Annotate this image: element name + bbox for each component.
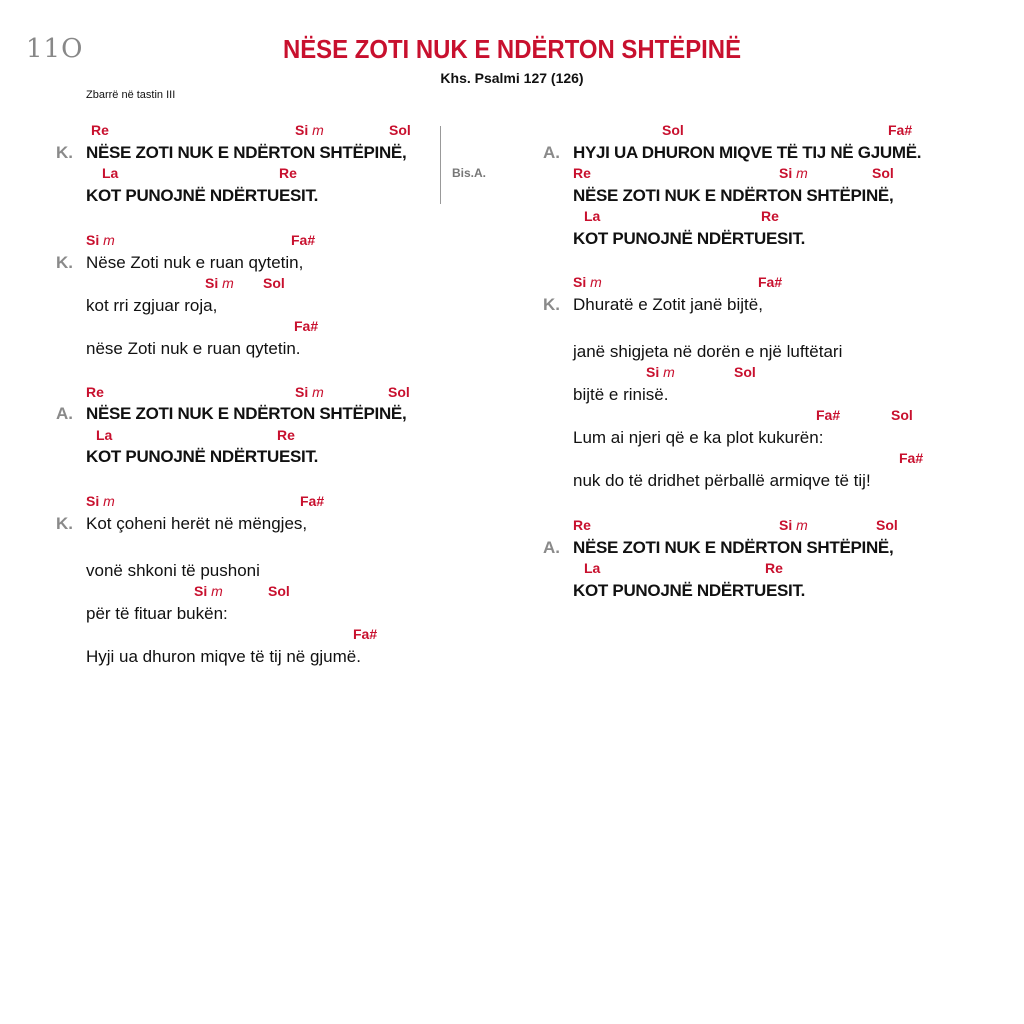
chord: Sol	[268, 583, 290, 599]
section-marker: K.	[56, 514, 73, 533]
chord: Si m	[194, 583, 223, 599]
chord: Re	[573, 517, 591, 533]
bis-label: Bis.A.	[452, 166, 487, 180]
lyric-line: NËSE ZOTI NUK E NDËRTON SHTËPINË,	[573, 538, 894, 557]
chord: La	[584, 560, 601, 576]
chord: Si m	[779, 165, 808, 181]
lyric-line: vonë shkoni të pushoni	[86, 561, 260, 580]
chord: Sol	[388, 384, 410, 400]
chord: Fa#	[816, 407, 841, 423]
chord: Sol	[389, 122, 411, 138]
chord: La	[102, 165, 119, 181]
lyric-line: KOT PUNOJNË NDËRTUESIT.	[86, 186, 319, 205]
chord: Si m	[646, 364, 675, 380]
lyric-line: HYJI UA DHURON MIQVE TË TIJ NË GJUMË.	[573, 143, 922, 162]
lyric-line: nëse Zoti nuk e ruan qytetin.	[86, 339, 301, 358]
chord: Re	[91, 122, 109, 138]
section-marker: K.	[543, 295, 560, 314]
chord: Sol	[876, 517, 898, 533]
chord: Fa#	[300, 493, 325, 509]
lyric-line: Dhuratë e Zotit janë bijtë,	[573, 295, 763, 314]
chord: Si m	[295, 384, 324, 400]
lyric-line: KOT PUNOJNË NDËRTUESIT.	[573, 581, 806, 600]
lyric-line: bijtë e rinisë.	[573, 385, 669, 404]
capo-note: Zbarrë në tastin III	[86, 89, 176, 101]
chord: Fa#	[291, 232, 316, 248]
chord: Si m	[295, 122, 324, 138]
chord: Fa#	[353, 626, 378, 642]
chord: Si m	[573, 274, 602, 290]
lyric-line: NËSE ZOTI NUK E NDËRTON SHTËPINË,	[573, 186, 894, 205]
lyric-line: janë shigjeta në dorën e një luftëtari	[573, 342, 843, 361]
chord: Fa#	[294, 318, 319, 334]
page-number: 11O	[26, 34, 84, 64]
chord: Sol	[263, 275, 285, 291]
chord: Si m	[779, 517, 808, 533]
lyric-line: Hyji ua dhuron miqve të tij në gjumë.	[86, 647, 361, 666]
lyric-line: KOT PUNOJNË NDËRTUESIT.	[573, 229, 806, 248]
section-marker: A.	[543, 143, 560, 162]
lyric-line: Kot çoheni herët në mëngjes,	[86, 514, 308, 533]
chord: Si m	[205, 275, 234, 291]
section-marker: A.	[543, 538, 560, 557]
chord: Sol	[891, 407, 913, 423]
chord: Sol	[662, 122, 684, 138]
chord: La	[96, 427, 113, 443]
section-marker: K.	[56, 253, 73, 272]
chord: Fa#	[888, 122, 913, 138]
lyric-line: Lum ai njeri që e ka plot kukurën:	[573, 428, 824, 447]
lyric-line: Nëse Zoti nuk e ruan qytetin,	[86, 253, 304, 272]
lyric-line: nuk do të dridhet përballë armiqve të tij!	[573, 471, 871, 490]
chord: Re	[277, 427, 295, 443]
lyric-line: për të fituar bukën:	[86, 604, 228, 623]
chord: Re	[86, 384, 104, 400]
chord: Re	[279, 165, 297, 181]
chord: Sol	[872, 165, 894, 181]
chord: Si m	[86, 232, 115, 248]
song-title: NËSE ZOTI NUK E NDËRTON SHTËPINË	[282, 34, 742, 64]
chord: Re	[761, 208, 779, 224]
lyric-line: NËSE ZOTI NUK E NDËRTON SHTËPINË,	[86, 404, 407, 423]
chord: Fa#	[899, 450, 924, 466]
section-marker: A.	[56, 404, 73, 423]
bis-bracket-rule	[440, 126, 441, 204]
chord: Re	[573, 165, 591, 181]
section-marker: K.	[56, 143, 73, 162]
lyric-line: KOT PUNOJNË NDËRTUESIT.	[86, 447, 319, 466]
chord: La	[584, 208, 601, 224]
chord: Sol	[734, 364, 756, 380]
chord: Fa#	[758, 274, 783, 290]
song-subtitle: Khs. Psalmi 127 (126)	[440, 70, 584, 86]
lyric-line: kot rri zgjuar roja,	[86, 296, 218, 315]
chord: Si m	[86, 493, 115, 509]
lyric-line: NËSE ZOTI NUK E NDËRTON SHTËPINË,	[86, 143, 407, 162]
chord: Re	[765, 560, 783, 576]
